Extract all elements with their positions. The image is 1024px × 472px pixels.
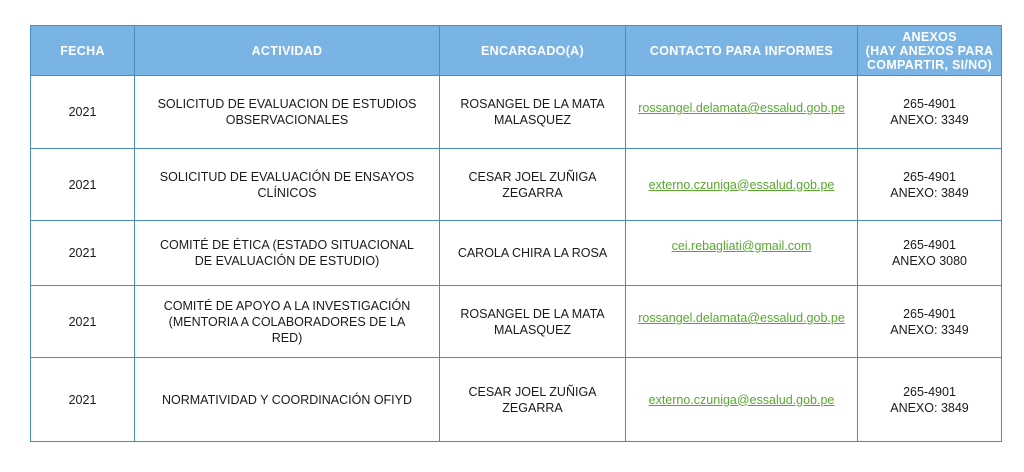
- table-row: [31, 358, 1002, 442]
- contacto-cell: [626, 221, 858, 286]
- header-anexos-line: ANEXOS: [902, 29, 957, 44]
- table-row: [31, 221, 1002, 286]
- anexo-cell: [858, 286, 1002, 358]
- anexo-line: ANEXO: 3849: [890, 400, 969, 415]
- fecha-cell: 2021: [31, 286, 135, 358]
- anexo-cell: [858, 221, 1002, 286]
- anexo-cell: [858, 149, 1002, 221]
- encargado-line: MALASQUEZ: [493, 113, 572, 127]
- actividad-line: (MENTORIA A COLABORADORES DE LA: [168, 314, 406, 329]
- actividad-line: RED): [271, 330, 303, 345]
- encargado-cell: [440, 286, 626, 358]
- actividad-line: SOLICITUD DE EVALUACION DE ESTUDIOS: [157, 97, 417, 111]
- encargado-cell: [440, 358, 626, 442]
- anexo-line: 265-4901: [903, 238, 956, 252]
- actividad-cell: [135, 358, 440, 442]
- email-link[interactable]: externo.czuniga@essalud.gob.pe: [648, 177, 835, 192]
- header-anexos: [858, 26, 1002, 76]
- actividad-cell: [135, 286, 440, 358]
- contacto-cell: [626, 149, 858, 221]
- contacto-cell: [626, 76, 858, 149]
- fecha-cell: 2021: [31, 358, 135, 442]
- encargado-line: CESAR JOEL ZUÑIGA: [468, 169, 597, 184]
- actividad-line: COMITÉ DE ÉTICA (ESTADO SITUACIONAL: [160, 238, 414, 252]
- anexo-line: 265-4901: [903, 97, 956, 111]
- actividad-line: DE EVALUACIÓN DE ESTUDIO): [194, 254, 380, 268]
- encargado-line: ROSANGEL DE LA MATA: [460, 97, 605, 111]
- header-anexos-line: COMPARTIR, SI/NO): [866, 57, 992, 72]
- actividad-cell: [135, 149, 440, 221]
- anexo-line: 265-4901: [903, 384, 956, 399]
- email-link[interactable]: rossangel.delamata@essalud.gob.pe: [638, 101, 845, 115]
- anexo-line: 265-4901: [903, 169, 956, 184]
- anexo-line: ANEXO 3080: [891, 254, 968, 268]
- fecha-cell: 2021: [31, 76, 135, 149]
- encargado-line: ZEGARRA: [502, 400, 563, 415]
- encargado-line: CESAR JOEL ZUÑIGA: [468, 384, 597, 399]
- encargado-cell: [440, 221, 626, 286]
- anexo-line: ANEXO: 3349: [890, 322, 969, 337]
- email-link[interactable]: externo.czuniga@essalud.gob.pe: [648, 392, 835, 407]
- header-actividad: ACTIVIDAD: [135, 26, 440, 76]
- anexo-line: 265-4901: [903, 306, 956, 321]
- encargado-cell: [440, 149, 626, 221]
- contacto-cell: [626, 358, 858, 442]
- contacto-cell: [626, 286, 858, 358]
- header-anexos-line: (HAY ANEXOS PARA: [865, 43, 994, 58]
- encargado-line: ZEGARRA: [502, 185, 563, 200]
- header-fecha: FECHA: [31, 26, 135, 76]
- anexo-line: ANEXO: 3349: [890, 113, 969, 127]
- actividad-line: NORMATIVIDAD Y COORDINACIÓN OFIYD: [161, 392, 413, 407]
- header-contacto: CONTACTO PARA INFORMES: [626, 26, 858, 76]
- fecha-cell: 2021: [31, 149, 135, 221]
- anexo-cell: [858, 358, 1002, 442]
- fecha-cell: 2021: [31, 221, 135, 286]
- email-link[interactable]: cei.rebagliati@gmail.com: [671, 239, 812, 253]
- encargado-line: MALASQUEZ: [493, 322, 572, 337]
- actividad-cell: [135, 76, 440, 149]
- encargado-line: ROSANGEL DE LA MATA: [460, 306, 605, 321]
- email-link[interactable]: rossangel.delamata@essalud.gob.pe: [638, 311, 845, 325]
- table-row: [31, 149, 1002, 221]
- encargado-line: CAROLA CHIRA LA ROSA: [457, 246, 608, 260]
- table-row: [31, 286, 1002, 358]
- actividad-line: SOLICITUD DE EVALUACIÓN DE ENSAYOS: [159, 169, 415, 184]
- actividad-line: COMITÉ DE APOYO A LA INVESTIGACIÓN: [163, 298, 411, 313]
- encargado-cell: [440, 76, 626, 149]
- anexo-cell: [858, 76, 1002, 149]
- actividad-cell: [135, 221, 440, 286]
- actividad-line: CLÍNICOS: [257, 185, 317, 200]
- contacts-table: [30, 25, 1002, 442]
- anexo-line: ANEXO: 3849: [890, 185, 969, 200]
- actividad-line: OBSERVACIONALES: [225, 113, 349, 127]
- header-row: [31, 26, 1002, 76]
- header-encargado: ENCARGADO(A): [440, 26, 626, 76]
- table-row: [31, 76, 1002, 149]
